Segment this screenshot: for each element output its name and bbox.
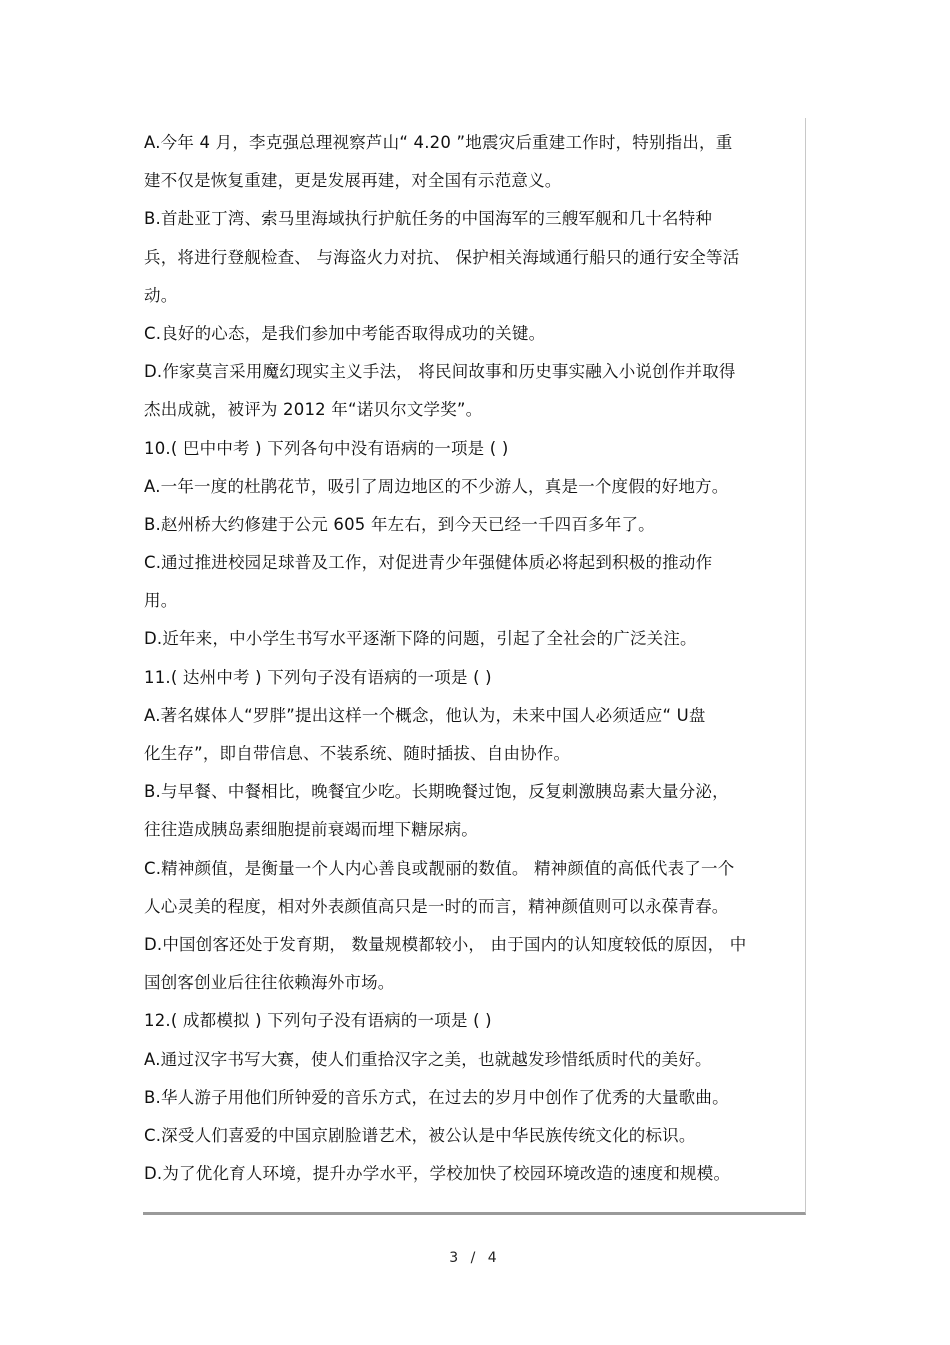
page-number: 3 / 4 xyxy=(449,1250,501,1266)
text-line: 往往造成胰岛素细胞提前衰竭而埋下糖尿病。 xyxy=(144,820,478,840)
text-line: A.通过汉字书写大赛，使人们重拾汉字之美，也就越发珍惜纸质时代的美好。 xyxy=(144,1049,712,1069)
text-line: C.通过推进校园足球普及工作，对促进青少年强健体质必将起到积极的推动作 xyxy=(144,553,713,573)
text-line: B.与早餐、中餐相比，晚餐宜少吃。长期晚餐过饱，反复刺激胰岛素大量分泌， xyxy=(144,782,729,802)
text-line: A.著名媒体人“罗胖”提出这样一个概念，他认为，未来中国人必须适应“ U盘 xyxy=(144,705,706,725)
text-line: B.首赴亚丁湾、索马里海域执行护航任务的中国海军的三艘军舰和几十名特种 xyxy=(144,209,713,229)
text-line: A.今年 4 月，李克强总理视察芦山“ 4.20 ”地震灾后重建工作时，特别指出，重 xyxy=(144,133,733,152)
text-line: 动。 xyxy=(144,285,178,305)
text-line: 人心灵美的程度，相对外表颜值高只是一时的而言，精神颜值则可以永葆青春。 xyxy=(144,896,729,916)
document-body xyxy=(144,124,808,1193)
text-line: 杰出成就，被评为 2012 年“诺贝尔文学奖”。 xyxy=(144,400,483,420)
text-line: D.为了优化育人环境，提升办学水平，学校加快了校园环境改造的速度和规模。 xyxy=(144,1164,731,1184)
text-line: B.赵州桥大约修建于公元 605 年左右，到今天已经一千四百多年了。 xyxy=(144,514,655,534)
text-line: C.精神颜值，是衡量一个人内心善良或靓丽的数值。 精神颜值的高低代表了一个 xyxy=(144,858,735,878)
question-heading: 12.( 成都模拟 ) 下列句子没有语病的一项是 ( ) xyxy=(144,1011,492,1031)
text-line: C.深受人们喜爱的中国京剧脸谱艺术，被公认是中华民族传统文化的标识。 xyxy=(144,1125,696,1145)
question-heading: 11.( 达州中考 ) 下列句子没有语病的一项是 ( ) xyxy=(144,667,492,687)
text-line: A.一年一度的杜鹃花节，吸引了周边地区的不少游人，真是一个度假的好地方。 xyxy=(144,476,729,496)
text-line: 建不仅是恢复重建，更是发展再建，对全国有示范意义。 xyxy=(144,171,562,191)
text-line: D.中国创客还处于发育期， 数量规模都较小， 由于国内的认知度较低的原因， 中 xyxy=(144,934,747,954)
question-heading: 10.( 巴中中考 ) 下列各句中没有语病的一项是 ( ) xyxy=(144,438,509,458)
text-line: 用。 xyxy=(144,591,178,611)
text-line: 化生存”，即自带信息、不装系统、随时插拔、自由协作。 xyxy=(144,744,571,763)
text-line: B.华人游子用他们所钟爱的音乐方式，在过去的岁月中创作了优秀的大量歌曲。 xyxy=(144,1087,729,1107)
text-line: D.作家莫言采用魔幻现实主义手法， 将民间故事和历史事实融入小说创作并取得 xyxy=(144,362,736,382)
text-line: 国创客创业后往往依赖海外市场。 xyxy=(144,973,395,993)
text-line: D.近年来，中小学生书写水平逐渐下降的问题，引起了全社会的广泛关注。 xyxy=(144,629,697,649)
text-line: C.良好的心态，是我们参加中考能否取得成功的关键。 xyxy=(144,323,546,343)
text-line: 兵，将进行登舰检查、 与海盗火力对抗、 保护相关海域通行船只的通行安全等活 xyxy=(144,247,740,267)
